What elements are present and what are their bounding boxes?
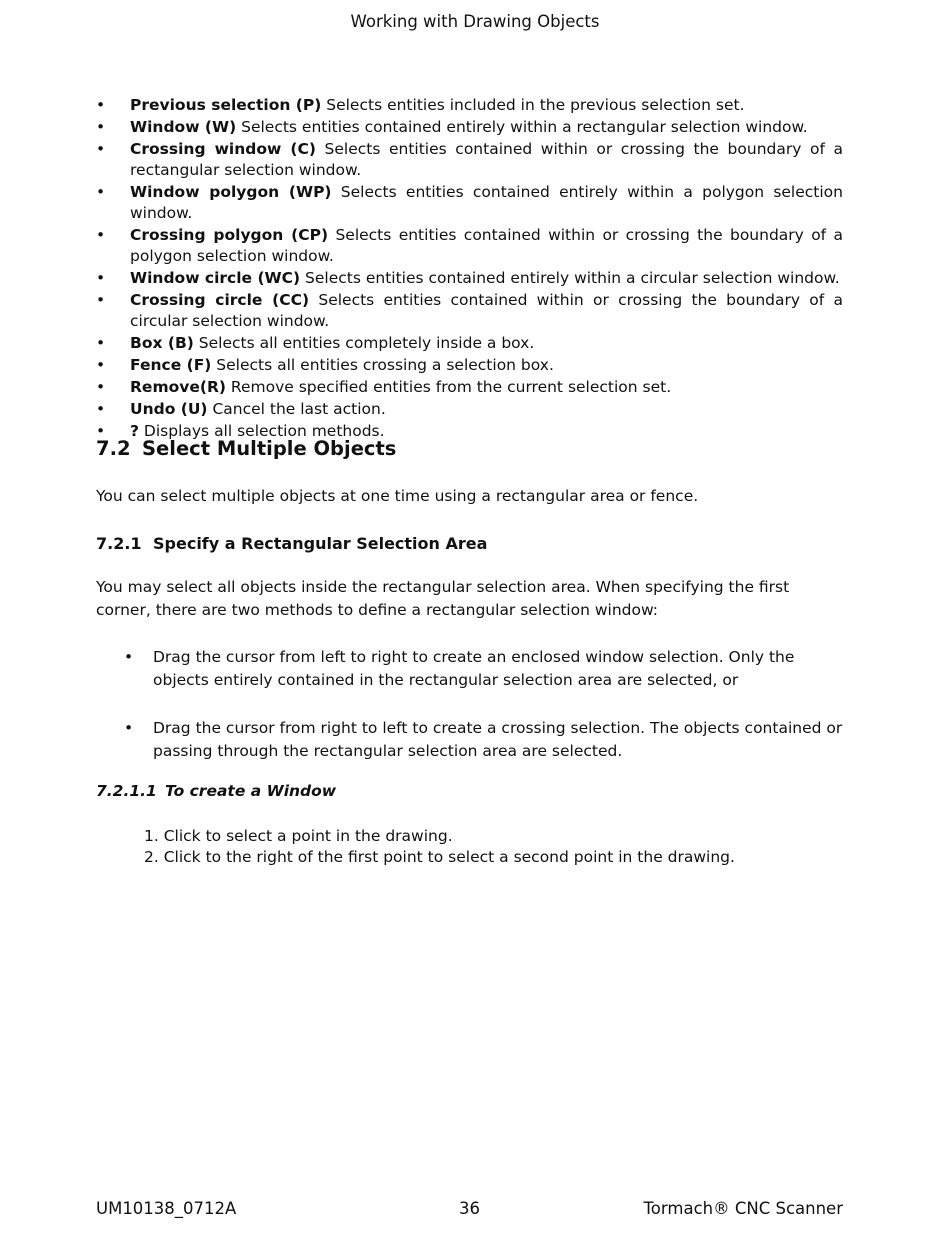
bullet: •	[96, 96, 106, 114]
list-item	[96, 95, 843, 116]
step-item: 2. Click to the right of the first point to select a second point in the drawing.	[144, 848, 735, 866]
list-item	[96, 333, 843, 354]
term: Crossing window (C)	[130, 140, 316, 158]
list-item	[96, 139, 843, 181]
bullet: •	[96, 140, 106, 158]
list-item	[96, 717, 843, 763]
list-item	[96, 646, 843, 692]
bullet: •	[96, 400, 106, 418]
list-item-text: Drag the cursor from right to left to create a crossing selection. The objects contained or passing through the rectangular selection area are selected.	[153, 719, 843, 760]
section-7-2-1-paragraph: You may select all objects inside the rectangular selection area. When specifying the first corner, there are two methods to define a rectangular selection window:	[96, 578, 790, 619]
description: Selects entities included in the previous selection set.	[321, 96, 745, 114]
section-heading-7-2-1-1	[96, 782, 336, 800]
description: Selects entities contained entirely within a circular selection window.	[300, 269, 840, 287]
bullet: •	[124, 719, 134, 737]
bullet: •	[96, 422, 106, 440]
bullet: •	[96, 291, 106, 309]
description: Selects entities contained within or crossing the boundary of a rectangular selection window.	[130, 140, 843, 179]
term: Previous selection (P)	[130, 96, 322, 114]
list-item	[96, 377, 843, 398]
description: Selects entities contained entirely within a rectangular selection window.	[236, 118, 808, 136]
section-title: Specify a Rectangular Selection Area	[153, 534, 488, 553]
section-title: Select Multiple Objects	[142, 437, 397, 460]
term: Remove(R)	[130, 378, 226, 396]
term: Crossing polygon (CP)	[130, 226, 329, 244]
term: ?	[130, 422, 139, 440]
term: Fence (F)	[130, 356, 212, 374]
bullet: •	[96, 183, 106, 201]
description: Cancel the last action.	[207, 400, 386, 418]
description: Displays all selection methods.	[139, 422, 385, 440]
term: Window circle (WC)	[130, 269, 301, 287]
page-header: Working with Drawing Objects	[350, 12, 600, 31]
section-number: 7.2	[96, 437, 131, 460]
bullet: •	[96, 334, 106, 352]
bullet: •	[96, 226, 106, 244]
selection-methods-list	[96, 95, 843, 443]
section-number: 7.2.1.1	[96, 782, 157, 800]
step-item: 1. Click to select a point in the drawing.	[144, 827, 453, 845]
list-item	[96, 290, 843, 332]
description: Selects all entities completely inside a box.	[193, 334, 535, 352]
section-number: 7.2.1	[96, 534, 142, 553]
list-item	[96, 399, 843, 420]
bullet: •	[96, 118, 106, 136]
term: Window polygon (WP)	[130, 183, 332, 201]
page-number: 36	[459, 1199, 480, 1218]
document-id: UM10138_0712A	[96, 1199, 237, 1218]
list-item	[96, 268, 843, 289]
term: Window (W)	[130, 118, 237, 136]
list-item-text: Drag the cursor from left to right to create an enclosed window selection. Only the objects entirely contained in the rectangular selection area are selected, or	[153, 648, 795, 689]
term: Crossing circle (CC)	[130, 291, 310, 309]
description: Selects all entities crossing a selection box.	[211, 356, 554, 374]
term: Box (B)	[130, 334, 194, 352]
bullet: •	[96, 356, 106, 374]
description: Remove specified entities from the current selection set.	[225, 378, 672, 396]
list-item	[96, 225, 843, 267]
drag-methods-list	[96, 646, 843, 788]
section-heading-7-2	[96, 437, 396, 460]
list-item	[96, 182, 843, 224]
section-7-2-paragraph: You can select multiple objects at one time using a rectangular area or fence.	[96, 487, 699, 505]
list-item	[96, 117, 843, 138]
section-heading-7-2-1	[96, 534, 487, 553]
term: Undo (U)	[130, 400, 208, 418]
bullet: •	[124, 648, 134, 666]
steps-list	[144, 826, 735, 868]
section-title: To create a Window	[165, 782, 337, 800]
list-item	[96, 355, 843, 376]
bullet: •	[96, 378, 106, 396]
bullet: •	[96, 269, 106, 287]
product-name: Tormach® CNC Scanner	[643, 1199, 843, 1218]
description: Selects entities contained within or crossing the boundary of a polygon selection window.	[130, 226, 843, 265]
description: Selects entities contained entirely within a polygon selection window.	[130, 183, 843, 222]
description: Selects entities contained within or crossing the boundary of a circular selection window.	[130, 291, 843, 330]
